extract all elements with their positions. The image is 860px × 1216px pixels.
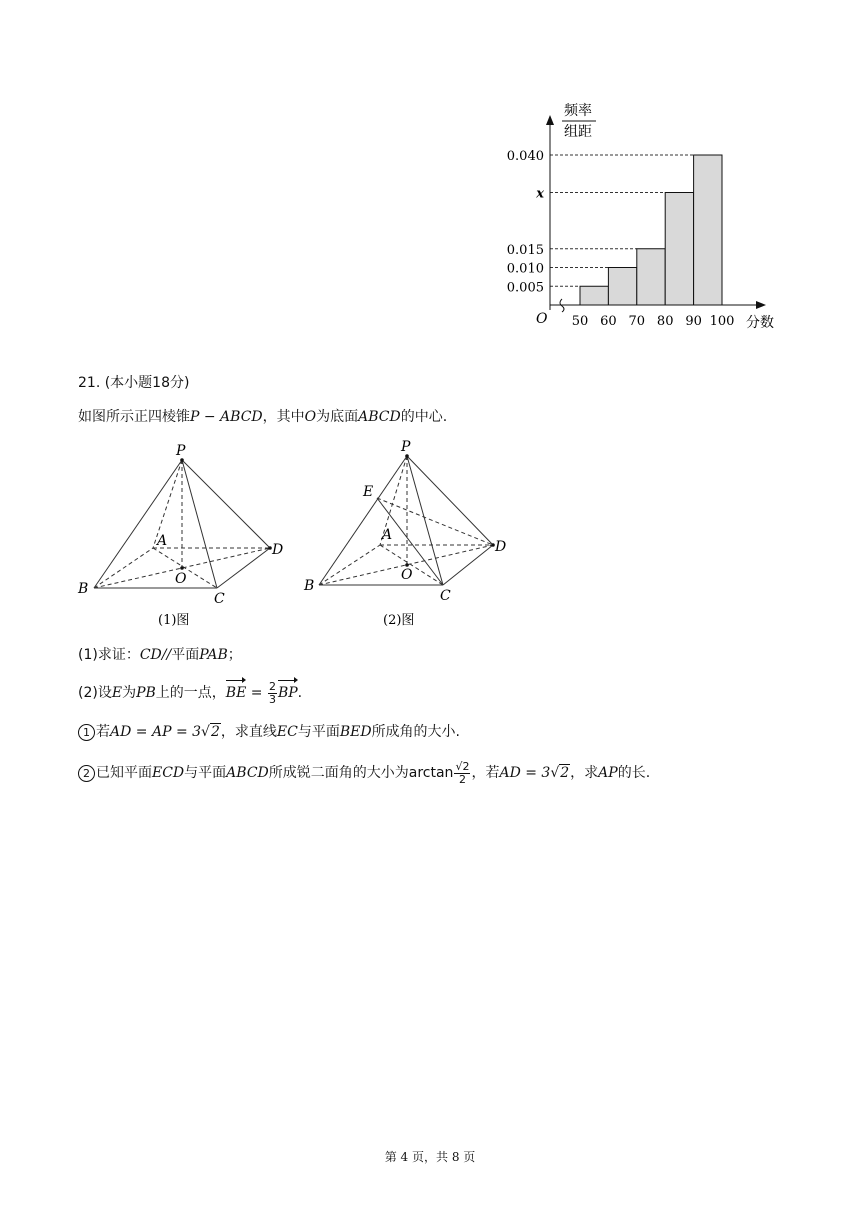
q2-fraction [268,681,277,706]
q1-mid: 平面 [171,647,200,663]
q2-1-expr: AD = AP = 3 [110,724,202,740]
q2-2-prefix: 已知平面 [96,765,152,781]
x-tick-label: 70 [628,314,646,329]
x-tick-label: 90 [685,314,702,329]
y-tick-label: 0.040 [506,149,544,164]
q2-eq: = [246,685,267,701]
q2-vector-be: BE [226,679,247,707]
x-tick-label: 60 [600,314,617,329]
fig2-label-c: C [440,588,451,604]
q2-2-expr: AD = 3 [499,765,551,781]
q2-2-ap: AP [598,765,618,781]
q2-2-sqrt: √2 [550,765,570,781]
intro-base: ABCD [358,409,401,425]
figure-1-pyramid [70,438,300,633]
fig1-label-b: B [78,581,89,597]
q2-mid2: 上的一点， [155,685,226,701]
question-2-1 [78,722,460,742]
q2-2-mid2: 所成锐二面角的大小为arctan [268,765,454,781]
q2-2-radicand: 2 [560,765,570,781]
q2-2-suffix: 的长. [617,765,651,781]
q2-2-fraction [454,761,470,786]
question-2 [78,679,302,707]
histogram-bars [580,155,722,305]
q2-2-mid3: ，若 [471,765,500,781]
q2-2-frac-den: 2 [458,772,466,786]
q2-2-abcd: ABCD [226,765,269,781]
problem-intro [78,407,447,427]
fig1-label-d: D [272,542,284,558]
q1-prefix: (1)求证： [78,647,140,663]
problem-header: 21. (本小题18分) [78,375,190,391]
q1-cd: CD [139,647,162,663]
q2-suffix: . [297,685,303,701]
q2-1-ec: EC [276,724,298,740]
q2-2-marker: 2 [78,765,95,782]
intro-mid2: 为底面 [316,409,359,425]
y-tick-label: 0.010 [506,261,544,277]
fig2-label-o: O [401,567,413,583]
histogram-bar [580,286,608,305]
histogram-bar [637,249,665,305]
intro-pyramid: P − ABCD [190,409,263,425]
ylabel-bottom: 组距 [564,124,592,140]
fig2-label-a: A [382,527,393,543]
q2-1-radicand: 2 [210,724,220,740]
intro-suffix: 的中心. [400,409,448,425]
fig2-label-p: P [401,439,411,455]
q2-frac-den: 3 [268,692,276,706]
fig1-label-o: O [175,571,187,587]
x-tick-label: 80 [656,314,674,329]
question-2-2 [78,758,650,788]
q2-1-bed: BED [339,724,372,740]
fig1-caption: (1)图 [158,613,190,628]
q2-e: E [111,685,123,701]
q2-frac-num: 2 [268,679,276,693]
y-axis-arrow [546,115,554,125]
intro-o: O [304,409,317,425]
q2-prefix: (2)设 [78,685,112,701]
histogram-chart [500,95,790,345]
q2-1-suffix: 所成角的大小. [371,724,461,740]
fig1-label-p: P [176,443,186,459]
q1-pab: PAB [199,647,228,663]
x-axis-arrow [756,301,766,309]
q2-1-mid: ，求直线 [220,724,277,740]
q1-parallel: // [161,647,172,663]
q1-suffix: ； [227,647,242,663]
histogram-bar [665,193,693,306]
fig2-caption: (2)图 [383,613,415,628]
q2-2-mid: 与平面 [184,765,227,781]
q2-1-sqrt: √2 [201,724,220,740]
q2-1-mid2: 与平面 [297,724,340,740]
q2-vector-bp: BP [278,679,298,707]
origin-label: O [536,311,548,327]
question-1 [78,645,242,665]
fig2-label-b: B [304,578,315,594]
xlabel: 分数 [746,315,774,331]
y-tick-label: 0.015 [506,242,544,258]
q2-mid1: 为 [122,685,137,701]
histogram-bar [694,155,722,305]
fig1-label-c: C [214,591,225,607]
page-footer: 第 4 页，共 8 页 [384,1150,476,1164]
q2-1-marker: 1 [78,724,95,741]
fig1-label-a: A [157,533,168,549]
q2-2-mid4: ，求 [570,765,599,781]
q2-2-ecd: ECD [152,765,185,781]
y-tick-label: x [536,186,544,202]
q2-1-prefix: 若 [96,724,110,740]
y-tick-label: 0.005 [506,280,544,296]
intro-mid: ，其中 [262,409,305,425]
intro-prefix: 如图所示正四棱锥 [78,409,190,425]
histogram-bar [608,268,636,306]
x-tick-label: 50 [571,314,589,329]
fig2-label-d: D [495,539,507,555]
figure-2-pyramid [295,438,525,633]
q2-2-frac-num: √2 [455,759,470,773]
ylabel-top: 频率 [564,103,592,119]
fig2-label-e: E [363,484,374,500]
q2-pb: PB [136,685,156,701]
x-tick-label: 100 [709,314,735,329]
